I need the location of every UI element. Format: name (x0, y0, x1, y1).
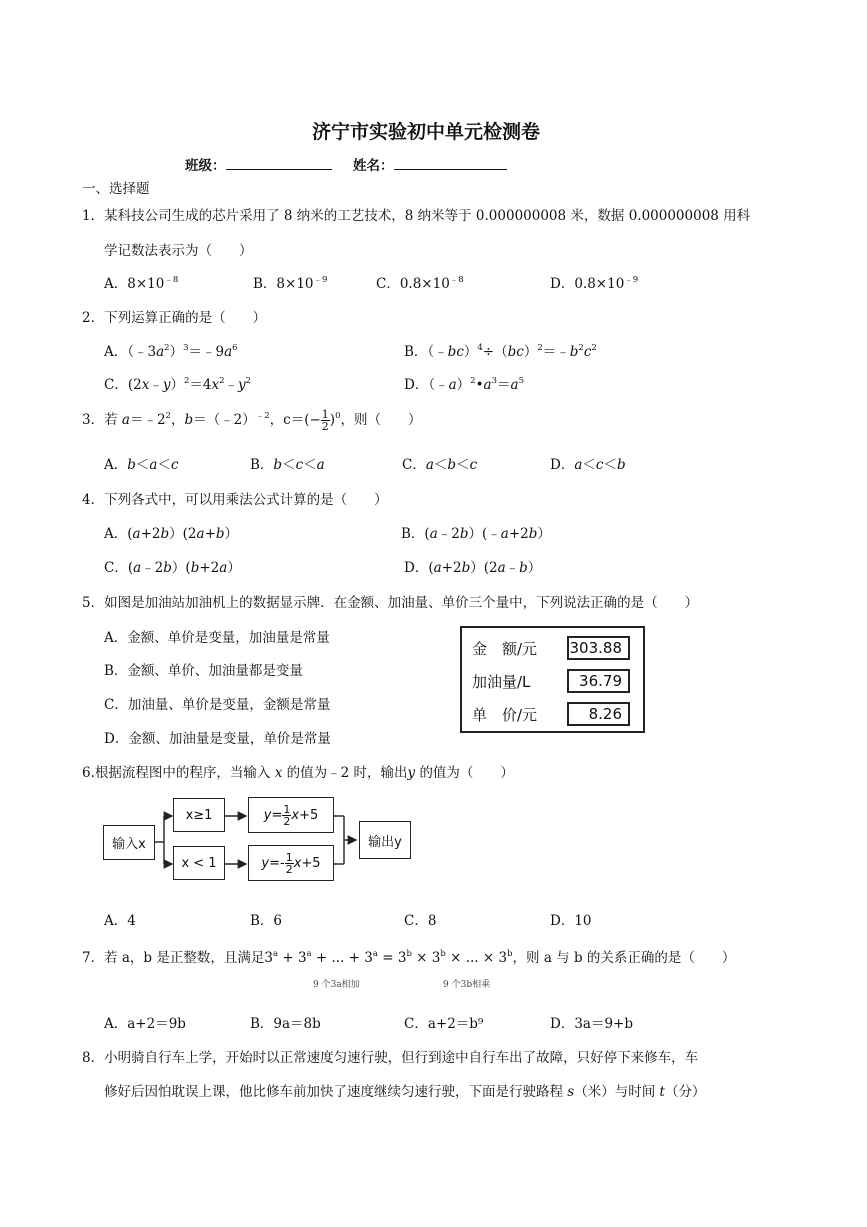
q7-stem: 7．若 a，b 是正整数，且满足$3^a + 3^a$ + ... + $3^a = 3^b \times 3^b$ × ... × $3^b$，则 a 与 b 的关系正确的是（ ） (82, 949, 736, 966)
q3-option-b: B．b＜c＜a (250, 457, 325, 473)
name-field (353, 154, 507, 174)
q2-option-c: C．$(2x﹣y)^2=4x^2﹣y^2$ (104, 376, 252, 393)
volume-label: 加油量/L (472, 673, 531, 691)
q1-option-b: B．$8\times 10^{﹣9}$ (253, 275, 328, 292)
q4-option-a: A．(a+2b）(2a+b） (104, 526, 239, 542)
fuel-pump-display (460, 626, 645, 733)
q2-option-d: D．$(﹣a)^2•a^3=a^5$ (404, 376, 524, 393)
q1-option-c: C．$0.8\times 10^{﹣8}$ (376, 275, 464, 292)
q2-option-b: B．$(﹣bc)^4\div(bc)^2=﹣b^2c^2$ (404, 343, 597, 360)
q4-option-c: C．(a﹣2b）(b+2a） (104, 560, 241, 576)
price-value: 8.26 (567, 702, 630, 726)
q2-option-a: A．$(﹣3a^2)^3=﹣9a^6$ (104, 343, 238, 360)
display-row-amount (462, 633, 643, 663)
q8-stem-line1: 8．小明骑自行车上学，开始时以正常速度匀速行驶，但行到途中自行车出了故障，只好停下来修车，车 (82, 1050, 699, 1066)
name-blank (394, 157, 507, 170)
q3-option-d: D．a＜c＜b (550, 457, 626, 473)
q1-stem-line2: 学记数法表示为（ ） (104, 243, 253, 259)
q7-brace-label-sum: 9 个3a相加 (313, 980, 360, 990)
q7-option-d: D．3a＝9+b (550, 1016, 634, 1032)
q6-option-b: B．6 (250, 913, 283, 929)
section-heading: 一、选择题 (82, 181, 150, 197)
q6-option-a: A．4 (104, 913, 136, 929)
q6-option-c: C．8 (404, 913, 437, 929)
q3-stem: 3．若 $a=﹣2^2$，b＝（﹣2）$^{﹣2}$，c＝(− $\frac{1}{2}$ )$^0$，则（ ） (82, 408, 422, 433)
q4-option-d: D．(a+2b）(2a﹣b） (404, 560, 542, 576)
q5-option-c: C．加油量、单价是变量，金额是常量 (104, 697, 331, 713)
amount-label: 金 额/元 (472, 640, 538, 658)
q5-option-a: A．金额、单价是变量，加油量是常量 (104, 630, 330, 646)
q5-option-b: B．金额、单价、加油量都是变量 (104, 663, 303, 679)
class-field (185, 154, 332, 174)
name-label: 姓名： (353, 158, 394, 174)
flow-input-box: 输入x (103, 825, 155, 860)
q7-brace-label-product: 9 个3b相乘 (443, 980, 491, 990)
q1-option-d: D．$0.8\times 10^{﹣9}$ (550, 275, 639, 292)
q5-stem: 5．如图是加油站加油机上的数据显示牌．在金额、加油量、单价三个量中，下列说法正确的是（ ） (82, 595, 699, 611)
amount-value: 303.88 (567, 636, 630, 660)
q6-option-d: D．10 (550, 913, 592, 929)
q7-option-b: B．9a＝8b (250, 1016, 321, 1032)
flow-formula-1: y = $\frac{1}{2}$ x +5 (248, 797, 334, 833)
q5-option-d: D．金额、加油量是变量，单价是常量 (104, 731, 331, 747)
volume-value: 36.79 (567, 669, 630, 693)
flow-output-box: 输出y (359, 821, 411, 859)
q7-option-c: C．a+2＝b⁹ (404, 1016, 484, 1032)
flow-condition-ge: x≥1 (173, 798, 225, 832)
display-row-price (462, 699, 643, 729)
q1-option-a: A．$8\times 10^{﹣8}$ (104, 275, 179, 292)
q4-stem: 4．下列各式中，可以用乘法公式计算的是（ ） (82, 492, 388, 508)
q7-option-a: A．a+2＝9b (104, 1016, 186, 1032)
q3-option-a: A．b＜a＜c (104, 457, 179, 473)
page-title: 济宁市实验初中单元检测卷 (312, 121, 541, 143)
class-blank (226, 157, 332, 170)
flow-formula-2: y =- $\frac{1}{2}$ x +5 (248, 845, 334, 881)
q8-stem-line2: 修好后因怕耽误上课，他比修车前加快了速度继续匀速行驶，下面是行驶路程 s（米）与时间 t（分） (104, 1084, 706, 1100)
q6-stem: 6.根据流程图中的程序，当输入 x 的值为﹣2 时，输出y 的值为（ ） (82, 765, 514, 781)
q4-option-b: B．(a﹣2b）(﹣a+2b） (401, 526, 551, 542)
price-label: 单 价/元 (472, 706, 538, 724)
class-label: 班级： (185, 158, 226, 174)
display-row-volume (462, 666, 643, 696)
q3-option-c: C．a＜b＜c (402, 457, 478, 473)
flow-condition-lt: x < 1 (173, 846, 225, 880)
q2-stem: 2．下列运算正确的是（ ） (82, 310, 267, 326)
q1-stem-line1: 1．某科技公司生成的芯片采用了 8 纳米的工艺技术，8 纳米等于 0.000000008 米，数据 0.000000008 用科 (82, 208, 751, 224)
